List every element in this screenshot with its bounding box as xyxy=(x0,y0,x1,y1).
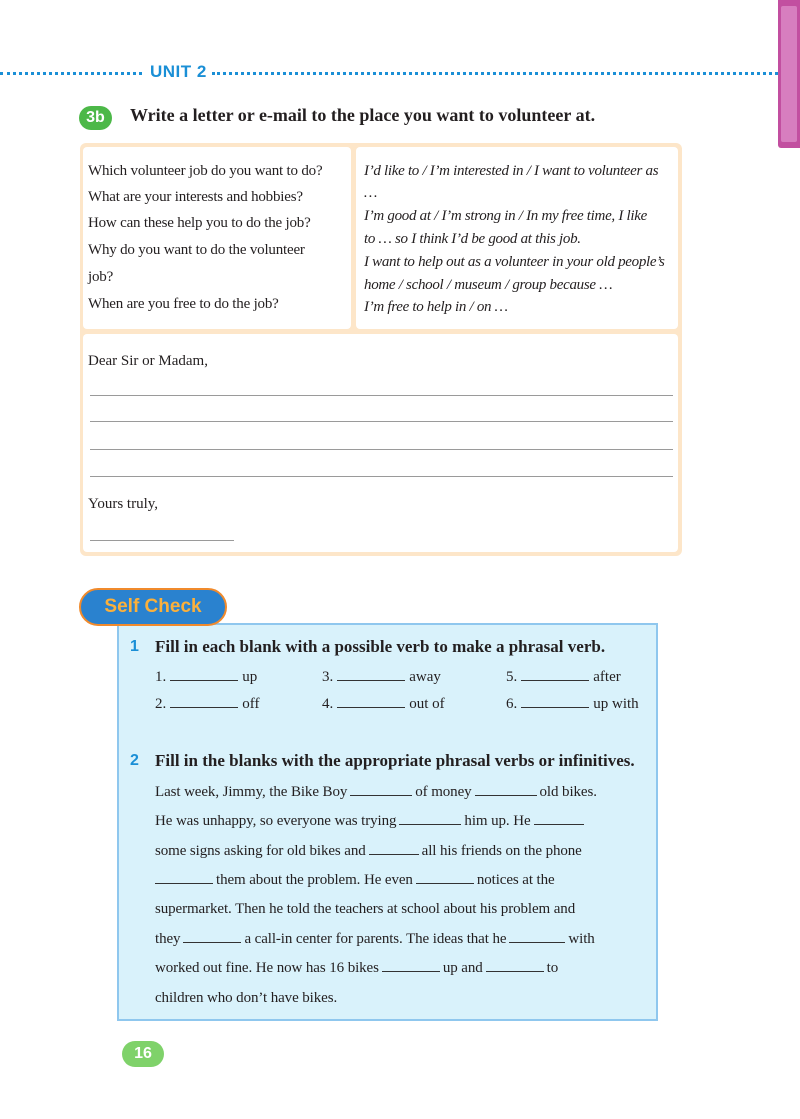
answer-blank[interactable] xyxy=(475,795,537,796)
unit-label: UNIT 2 xyxy=(150,62,207,81)
passage-line xyxy=(155,843,582,860)
item-word: after xyxy=(593,669,621,685)
answer-blank[interactable] xyxy=(337,707,405,708)
answer-blank[interactable] xyxy=(486,971,544,972)
section-badge-3b: 3b xyxy=(79,106,112,130)
letter-salutation: Dear Sir or Madam, xyxy=(88,353,208,369)
item-number: 5. xyxy=(506,669,518,685)
signature-line[interactable] xyxy=(90,540,234,541)
useful-phrase: I’d like to / I’m interested in / I want to volunteer as xyxy=(364,163,659,179)
task-instruction: Fill in the blanks with the appropriate phrasal verbs or infinitives. xyxy=(155,751,635,770)
useful-phrase: I’m good at / I’m strong in / In my free time, I like xyxy=(364,208,647,224)
passage-text: children who don’t have bikes. xyxy=(155,990,338,1006)
answer-blank[interactable] xyxy=(155,883,213,884)
answer-blank[interactable] xyxy=(350,795,412,796)
item-number: 3. xyxy=(322,669,334,685)
passage-line xyxy=(155,931,595,948)
passage-line xyxy=(155,784,597,801)
item-word: out of xyxy=(409,696,445,712)
self-check-title: Self Check xyxy=(79,588,227,626)
answer-blank[interactable] xyxy=(534,824,584,825)
passage-text: with xyxy=(568,931,595,947)
useful-phrase: … xyxy=(364,185,378,201)
answer-blank[interactable] xyxy=(509,942,565,943)
useful-phrase: home / school / museum / group because … xyxy=(364,277,613,293)
guide-question: How can these help you to do the job? xyxy=(88,215,311,231)
passage-text: to xyxy=(546,960,559,976)
answer-blank[interactable] xyxy=(521,680,589,681)
guide-question: Why do you want to do the volunteer xyxy=(88,242,305,258)
useful-phrase: to … so I think I’d be good at this job. xyxy=(364,231,581,247)
answer-blank[interactable] xyxy=(399,824,461,825)
answer-blank[interactable] xyxy=(369,854,419,855)
passage-text: of money xyxy=(415,784,472,800)
exercise-item xyxy=(155,696,259,713)
item-number: 1. xyxy=(155,669,167,685)
passage-text: him up. He xyxy=(464,813,531,829)
answer-blank[interactable] xyxy=(337,680,405,681)
guide-question: job? xyxy=(88,269,114,285)
item-number: 6. xyxy=(506,696,518,712)
answer-blank[interactable] xyxy=(521,707,589,708)
passage-line xyxy=(155,960,558,977)
page-number-badge: 16 xyxy=(122,1041,164,1067)
passage-text: Last week, Jimmy, the Bike Boy xyxy=(155,784,348,800)
passage-line xyxy=(155,990,337,1007)
answer-blank[interactable] xyxy=(416,883,474,884)
item-number: 4. xyxy=(322,696,334,712)
header-dotted-rule-left xyxy=(0,72,142,75)
passage-text: some signs asking for old bikes and xyxy=(155,843,366,859)
item-word: away xyxy=(409,669,441,685)
passage-line xyxy=(155,813,587,830)
passage-text: all his friends on the phone xyxy=(421,843,582,859)
item-word: up xyxy=(242,669,258,685)
answer-blank[interactable] xyxy=(382,971,440,972)
writing-line[interactable] xyxy=(90,449,673,450)
passage-text: a call-in center for parents. The ideas that he xyxy=(244,931,507,947)
item-word: up with xyxy=(593,696,639,712)
side-tab-highlight xyxy=(781,6,797,142)
guide-question: What are your interests and hobbies? xyxy=(88,189,303,205)
guide-question: Which volunteer job do you want to do? xyxy=(88,163,323,179)
passage-text: worked out fine. He now has 16 bikes xyxy=(155,960,379,976)
task-number: 1 xyxy=(130,638,139,655)
useful-phrase: I’m free to help in / on … xyxy=(364,299,508,315)
answer-blank[interactable] xyxy=(183,942,241,943)
passage-text: them about the problem. He even xyxy=(216,872,413,888)
writing-line[interactable] xyxy=(90,421,673,422)
exercise-item xyxy=(322,669,441,686)
useful-phrase: I want to help out as a volunteer in your old people’s xyxy=(364,254,665,270)
passage-line xyxy=(155,872,555,889)
task-number: 2 xyxy=(130,752,139,769)
item-number: 2. xyxy=(155,696,167,712)
item-word: off xyxy=(242,696,260,712)
letter-closing: Yours truly, xyxy=(88,496,159,512)
passage-text: old bikes. xyxy=(539,784,597,800)
exercise-item xyxy=(506,669,621,686)
passage-line xyxy=(155,901,575,918)
answer-blank[interactable] xyxy=(170,707,238,708)
answer-blank[interactable] xyxy=(170,680,238,681)
exercise-item xyxy=(506,696,639,713)
passage-text: notices at the xyxy=(476,872,555,888)
passage-text: they xyxy=(155,931,181,947)
header-dotted-rule-right xyxy=(212,72,778,75)
passage-text: up and xyxy=(442,960,483,976)
writing-line[interactable] xyxy=(90,476,673,477)
task-instruction: Fill in each blank with a possible verb to make a phrasal verb. xyxy=(155,637,606,656)
exercise-item xyxy=(155,669,257,686)
exercise-item xyxy=(322,696,445,713)
passage-text: He was unhappy, so everyone was trying xyxy=(155,813,397,829)
guide-question: When are you free to do the job? xyxy=(88,296,279,312)
writing-line[interactable] xyxy=(90,395,673,396)
section-instruction: Write a letter or e-mail to the place you want to volunteer at. xyxy=(130,105,596,125)
passage-text: supermarket. Then he told the teachers at school about his problem and xyxy=(155,901,576,917)
